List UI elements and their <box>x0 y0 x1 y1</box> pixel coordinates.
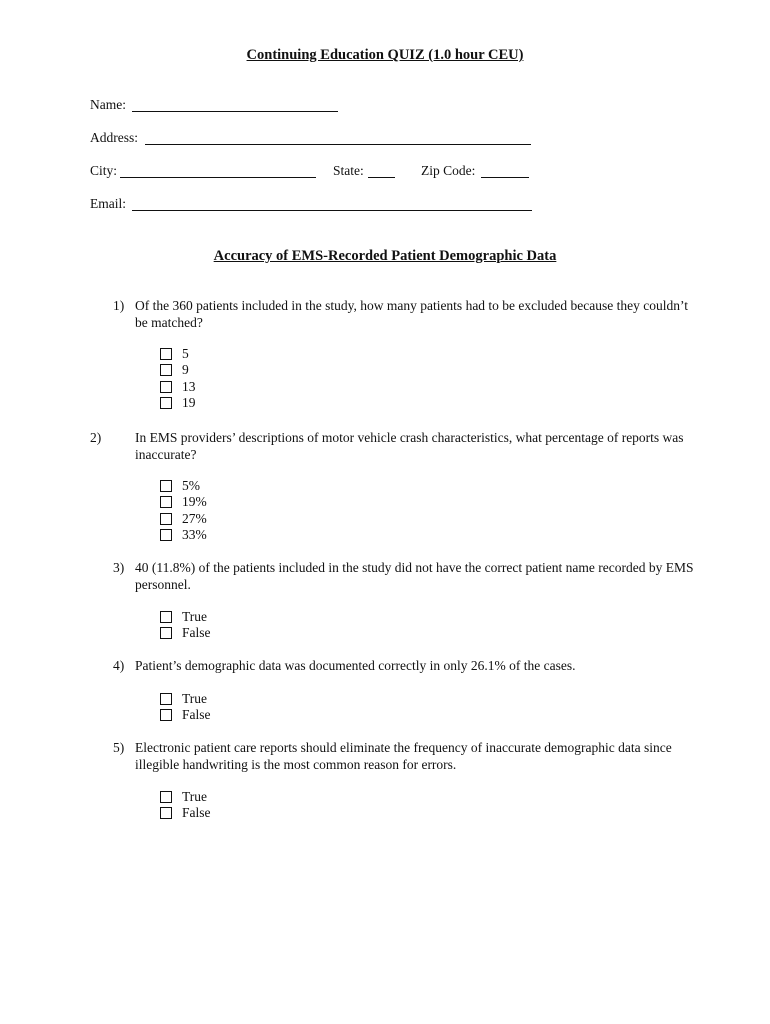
option-label: 13 <box>182 378 196 394</box>
name-field-row <box>90 97 350 117</box>
option-label: True <box>182 609 208 624</box>
document-title: Continuing Education QUIZ (1.0 hour CEU) <box>246 47 524 63</box>
question-number: 4) <box>113 658 125 673</box>
option-label: False <box>182 707 211 723</box>
zip-input-line[interactable] <box>481 177 529 178</box>
question-text: Electronic patient care reports should eliminate the frequency of inaccurate demographic data since illegible handwriting is the most common reason for errors. <box>135 740 672 772</box>
zip-label: Zip Code: <box>421 163 476 178</box>
email-field-row <box>90 196 540 216</box>
question-text: Of the 360 patients included in the study, how many patients had to be excluded because they couldn’t be matched? <box>135 298 688 330</box>
checkbox[interactable] <box>160 791 172 803</box>
checkbox[interactable] <box>160 397 172 409</box>
city-input-line[interactable] <box>120 177 316 178</box>
section-title: Accuracy of EMS-Recorded Patient Demographic Data <box>213 248 557 264</box>
state-input-line[interactable] <box>368 177 395 178</box>
question-number: 2) <box>90 430 102 445</box>
address-label: Address: <box>90 130 138 145</box>
question-number: 5) <box>113 740 125 755</box>
option-label: 5% <box>182 478 200 493</box>
checkbox[interactable] <box>160 611 172 623</box>
option-label: 19% <box>182 494 207 510</box>
question-number: 3) <box>113 560 125 575</box>
option-label: True <box>182 691 208 706</box>
option-label: 5 <box>182 346 189 361</box>
address-input-line[interactable] <box>145 144 531 145</box>
city-label: City: <box>90 163 118 178</box>
question-number: 1) <box>113 298 125 313</box>
question-text: Patient’s demographic data was documented correctly in only 26.1% of the cases. <box>135 658 576 673</box>
option-label: False <box>182 805 211 821</box>
question-text: In EMS providers’ descriptions of motor vehicle crash characteristics, what percentage of reports was inaccurate? <box>135 430 684 462</box>
checkbox[interactable] <box>160 381 172 393</box>
option-label: 19 <box>182 395 196 411</box>
checkbox[interactable] <box>160 693 172 705</box>
email-input-line[interactable] <box>132 210 532 211</box>
checkbox[interactable] <box>160 348 172 360</box>
name-input-line[interactable] <box>132 111 338 112</box>
checkbox[interactable] <box>160 627 172 639</box>
checkbox[interactable] <box>160 480 172 492</box>
checkbox[interactable] <box>160 364 172 376</box>
option-label: 27% <box>182 510 207 526</box>
email-label: Email: <box>90 196 126 211</box>
checkbox[interactable] <box>160 529 172 541</box>
question-text: 40 (11.8%) of the patients included in the study did not have the correct patient name recorded by EMS personnel. <box>135 560 694 592</box>
city-state-zip-row <box>90 163 540 183</box>
option-label: 9 <box>182 362 189 378</box>
checkbox[interactable] <box>160 807 172 819</box>
name-label: Name: <box>90 97 126 112</box>
state-label: State: <box>333 163 364 178</box>
checkbox[interactable] <box>160 496 172 508</box>
address-field-row <box>90 130 540 150</box>
option-label: True <box>182 789 208 804</box>
option-label: 33% <box>182 527 207 543</box>
checkbox[interactable] <box>160 709 172 721</box>
option-label: False <box>182 625 211 641</box>
checkbox[interactable] <box>160 513 172 525</box>
